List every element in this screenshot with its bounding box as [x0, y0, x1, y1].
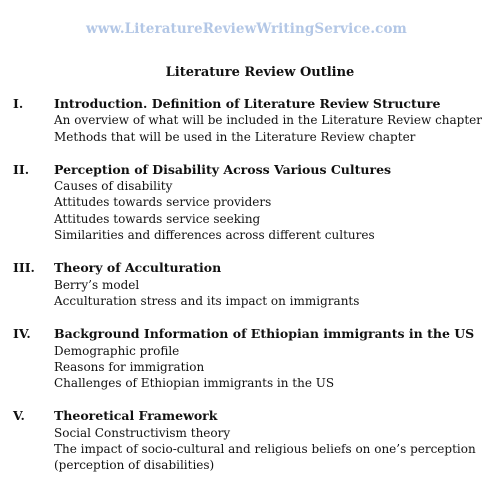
section-item: An overview of what will be included in the Literature Review chapter: [54, 113, 483, 128]
outline-list: [13, 96, 485, 491]
section-content: [54, 326, 485, 391]
section-item: Social Constructivism theory: [54, 425, 231, 440]
watermark-url: www.LiteratureReviewWritingService.com: [86, 21, 407, 37]
section-numeral: II.: [13, 161, 30, 177]
outline-section-1: [13, 96, 485, 145]
section-item: Attitudes towards service seeking: [54, 211, 261, 226]
section-content: [54, 162, 485, 243]
section-item: Demographic profile: [54, 343, 180, 358]
outline-section-5: [13, 408, 485, 473]
section-item: Methods that will be used in the Literature Review chapter: [54, 129, 416, 144]
section-item: Berry’s model: [54, 277, 140, 292]
section-numeral: I.: [13, 96, 24, 111]
section-content: [54, 260, 485, 309]
section-item: Reasons for immigration: [54, 359, 205, 374]
section-heading: Background Information of Ethiopian immigrants in the US: [54, 326, 475, 342]
section-heading: Theoretical Framework: [54, 408, 218, 424]
section-numeral: III.: [13, 260, 35, 276]
page-title: Literature Review Outline: [165, 65, 355, 80]
section-heading: Perception of Disability Across Various Cultures: [54, 161, 392, 177]
section-numeral: V.: [13, 408, 25, 424]
outline-section-3: [13, 260, 485, 309]
outline-section-4: [13, 326, 485, 391]
section-numeral: IV.: [13, 326, 31, 342]
section-item: The impact of socio-cultural and religious beliefs on one’s perception: [54, 442, 476, 457]
section-item: Acculturation stress and its impact on immigrants: [54, 293, 360, 308]
section-item: (perception of disabilities): [54, 458, 215, 473]
section-item: Causes of disability: [54, 179, 173, 194]
section-item: Attitudes towards service providers: [54, 195, 272, 210]
section-heading: Theory of Acculturation: [54, 260, 222, 276]
outline-section-2: [13, 162, 485, 243]
section-heading: Introduction. Definition of Literature Review Structure: [54, 96, 441, 111]
section-item: Challenges of Ethiopian immigrants in the US: [54, 376, 335, 391]
section-content: [54, 408, 485, 473]
section-content: [54, 96, 485, 145]
section-item: Similarities and differences across different cultures: [54, 228, 375, 243]
